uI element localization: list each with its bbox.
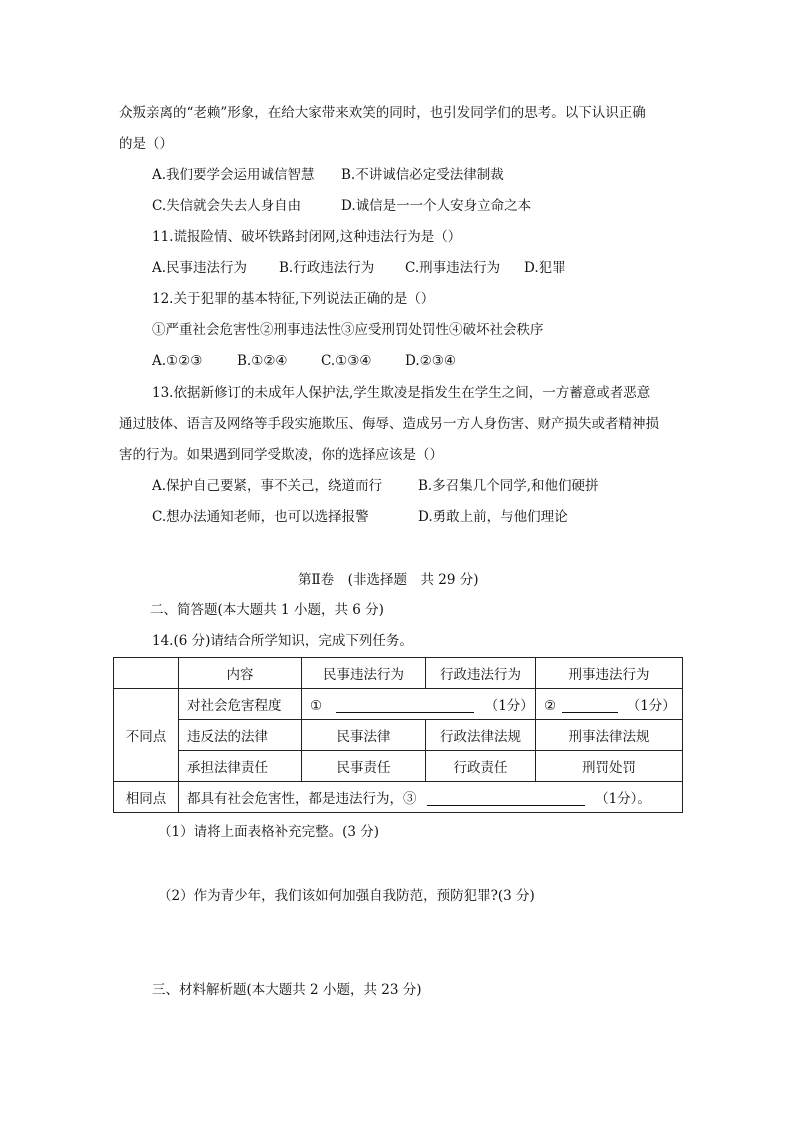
q13-option-b: B.多召集几个同学,和他们硬拼 — [418, 478, 599, 494]
blank-1-score: （1分） — [484, 698, 534, 714]
q10-option-c: C.失信就会失去人身自由 — [152, 198, 302, 214]
table-header-content: 内容 — [179, 658, 302, 689]
table-header-administrative: 行政违法行为 — [426, 658, 536, 689]
table-cell-administrative-law: 行政法律法规 — [426, 720, 536, 751]
table-cell-criminal-law: 刑事法律法规 — [536, 720, 683, 751]
q13-stem-line2: 通过肢体、语言及网络等手段实施欺压、侮辱、造成另一方人身伤害、财产损失或者精神损 — [119, 416, 659, 432]
table-group-difference: 不同点 — [114, 689, 179, 782]
q13-option-d: D.勇敢上前，与他们理论 — [418, 509, 568, 525]
table-row-harm-label: 对社会危害程度 — [179, 689, 302, 720]
q13-stem-line1: 13.依据新修订的未成年人保护法,学生欺凌是指发生在学生之间，一方蓄意或者恶意 — [152, 385, 651, 401]
table-same-cell — [179, 782, 683, 813]
table-cell-criminal-liability: 刑罚处罚 — [536, 751, 683, 782]
q12-option-a: A.①②③ — [152, 353, 203, 369]
q12-items: ①严重社会危害性②刑事违法性③应受刑罚处罚性④破坏社会秩序 — [152, 322, 544, 338]
part3-section-heading: 三、材料解析题(本大题共 2 小题，共 23 分) — [152, 982, 422, 998]
blank-3-score: （1分）。 — [595, 791, 651, 807]
table-row-liability — [114, 751, 683, 782]
table-group-same: 相同点 — [114, 782, 179, 813]
q12-option-c: C.①③④ — [321, 353, 372, 369]
same-prefix: 都具有社会危害性，都是违法行为，③ — [187, 791, 417, 807]
table-blank-2-cell — [536, 689, 683, 720]
q10-option-a: A.我们要学会运用诚信智慧 — [152, 167, 315, 183]
table-header-criminal: 刑事违法行为 — [536, 658, 683, 689]
table-header-civil: 民事违法行为 — [302, 658, 426, 689]
blank-2-score: （1分） — [626, 698, 676, 714]
q14-stem: 14.(6 分)请结合所学知识，完成下列任务。 — [152, 633, 413, 649]
part2-section-heading: 二、简答题(本大题共 1 小题，共 6 分) — [150, 602, 384, 618]
q12-option-b: B.①②④ — [237, 353, 288, 369]
table-row-law-label: 违反法的法律 — [179, 720, 302, 751]
table-header-row — [114, 658, 683, 689]
q13-stem-line3: 害的行为。如果遇到同学受欺凌，你的选择应该是（） — [119, 447, 443, 463]
q14-sub-question-2: （2）作为青少年，我们该如何加强自我防范，预防犯罪?(3 分) — [158, 888, 535, 904]
blank-2-mark: ② — [544, 698, 557, 714]
q12-stem: 12.关于犯罪的基本特征,下列说法正确的是（） — [152, 291, 435, 307]
part2-title: 第Ⅱ卷 (非选择题 共 29 分) — [298, 572, 479, 588]
q11-option-a: A.民事违法行为 — [152, 260, 248, 276]
q10-option-d: D.诚信是一一个人安身立命之本 — [341, 198, 532, 214]
q10-option-b: B.不讲诚信必定受法律制裁 — [341, 167, 504, 183]
q10-stem-line1: 众叛亲离的“老赖”形象，在给大家带来欢笑的同时，也引发同学们的思考。以下认识正确 — [119, 105, 646, 121]
table-cell-civil-law: 民事法律 — [302, 720, 426, 751]
table-cell-civil-liability: 民事责任 — [302, 751, 426, 782]
q11-option-c: C.刑事违法行为 — [405, 260, 501, 276]
table-cell-administrative-liability: 行政责任 — [426, 751, 536, 782]
q10-stem-line2: 的是（） — [119, 136, 173, 152]
q11-stem: 11.谎报险情、破坏铁路封闭网,这种违法行为是（） — [152, 229, 462, 245]
table-row-same — [114, 782, 683, 813]
table-row-law — [114, 720, 683, 751]
q12-option-d: D.②③④ — [405, 353, 456, 369]
table-corner-cell — [114, 658, 179, 689]
table-row-harm — [114, 689, 683, 720]
q13-option-c: C.想办法通知老师，也可以选择报警 — [152, 509, 369, 525]
q11-option-b: B.行政违法行为 — [279, 260, 375, 276]
q13-option-a: A.保护自己要紧，事不关己，绕道而行 — [152, 478, 383, 494]
blank-2-line[interactable] — [562, 700, 618, 713]
blank-1-line[interactable] — [336, 700, 474, 713]
blank-1-mark: ① — [310, 698, 323, 714]
q14-comparison-table — [113, 657, 683, 813]
blank-3-line[interactable] — [427, 793, 585, 806]
q11-option-d: D.犯罪 — [524, 260, 566, 276]
q14-sub-question-1: （1）请将上面表格补充完整。(3 分) — [158, 824, 380, 840]
table-blank-1-cell — [302, 689, 536, 720]
table-row-liability-label: 承担法律责任 — [179, 751, 302, 782]
